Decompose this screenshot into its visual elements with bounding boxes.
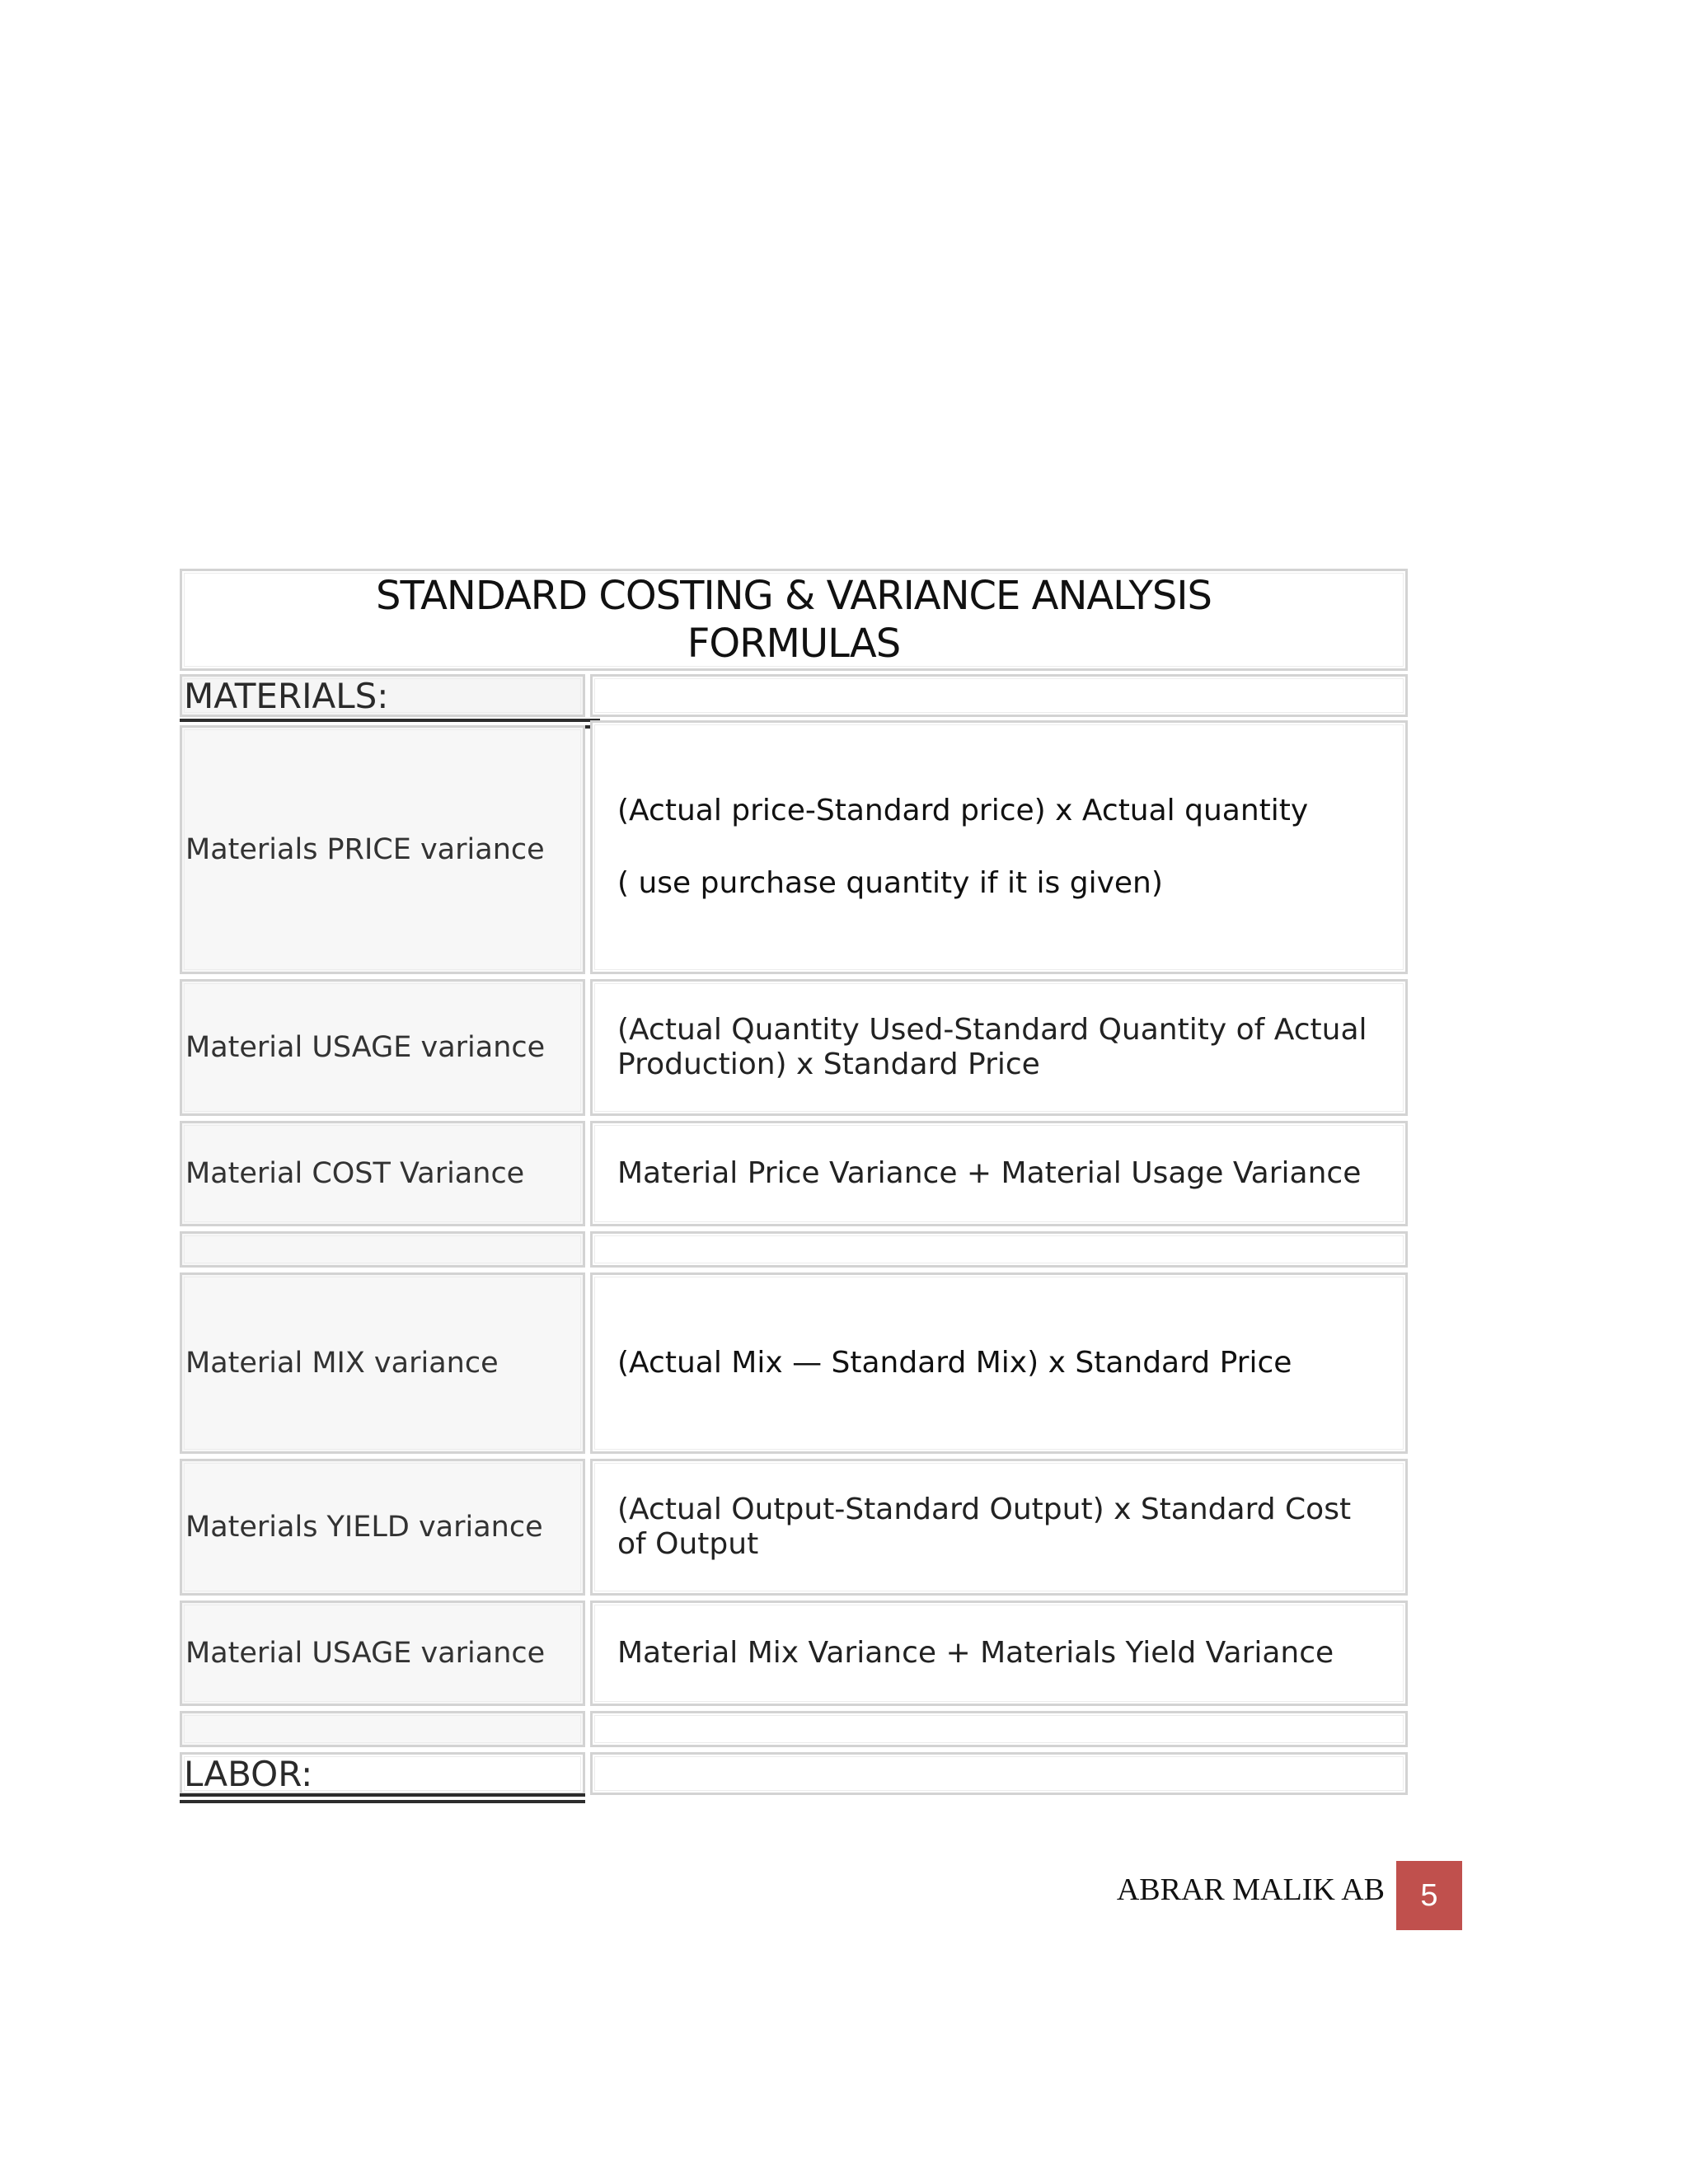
document-title: STANDARD COSTING & VARIANCE ANALYSIS FORMULAS <box>376 573 1212 667</box>
row-formula-cell <box>590 1121 1408 1226</box>
row-formula-note: ( use purchase quantity if it is given) <box>617 866 1163 900</box>
row-formula-cell <box>590 1272 1408 1454</box>
row-formula: (Actual price-Standard price) x Actual quantity <box>617 794 1309 827</box>
empty-cell <box>590 1231 1408 1268</box>
row-label-cell <box>180 979 585 1116</box>
labor-underline <box>180 1793 585 1803</box>
empty-cell <box>180 1231 585 1268</box>
footer-author: ABRAR MALIK AB <box>1116 1872 1385 1907</box>
row-formula-cell <box>590 720 1408 974</box>
section-labor-cell <box>180 1752 585 1795</box>
row-label: Materials YIELD variance <box>185 1511 543 1544</box>
section-materials-cell <box>180 674 585 717</box>
row-label-cell <box>180 1459 585 1596</box>
page-number: 5 <box>1420 1877 1438 1913</box>
page-number-badge <box>1396 1861 1462 1930</box>
section-labor-empty-cell <box>590 1752 1408 1795</box>
row-label: Materials PRICE variance <box>185 833 545 866</box>
row-label: Material MIX variance <box>185 1347 499 1380</box>
row-formula: (Actual Mix — Standard Mix) x Standard Price <box>617 1346 1292 1380</box>
section-materials-heading: MATERIALS: <box>184 676 389 716</box>
row-label-cell <box>180 1601 585 1706</box>
row-label-cell <box>180 1272 585 1454</box>
row-formula-cell <box>590 1459 1408 1596</box>
row-formula: of Output <box>617 1527 759 1561</box>
section-labor-heading: LABOR: <box>184 1754 313 1794</box>
row-label-cell <box>180 725 585 974</box>
row-formula: (Actual Quantity Used-Standard Quantity of Actual <box>617 1013 1367 1047</box>
row-formula: Material Mix Variance + Materials Yield Variance <box>617 1636 1334 1670</box>
row-label: Material USAGE variance <box>185 1637 546 1670</box>
section-materials-empty-cell <box>590 674 1408 717</box>
row-label: Material COST Variance <box>185 1157 525 1190</box>
table-title-cell <box>180 569 1408 671</box>
row-formula-cell <box>590 1601 1408 1706</box>
row-formula-cell <box>590 979 1408 1116</box>
row-formula: Material Price Variance + Material Usage Variance <box>617 1156 1362 1190</box>
row-label: Material USAGE variance <box>185 1031 546 1064</box>
row-label-cell <box>180 1121 585 1226</box>
row-formula: Production) x Standard Price <box>617 1047 1040 1081</box>
empty-cell <box>180 1711 585 1747</box>
row-formula: (Actual Output-Standard Output) x Standard Cost <box>617 1493 1352 1526</box>
empty-cell <box>590 1711 1408 1747</box>
